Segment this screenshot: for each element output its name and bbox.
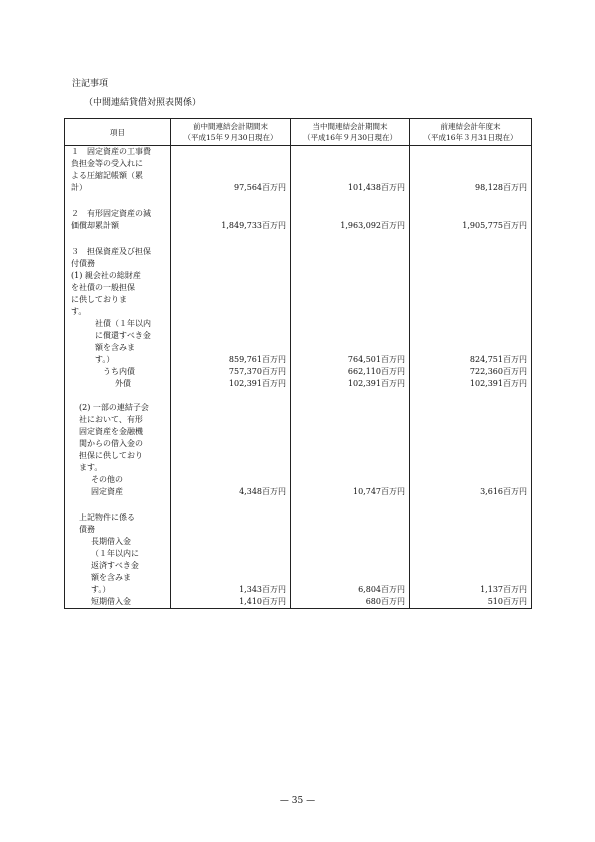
spacer-cell <box>65 498 171 512</box>
table-row <box>65 378 532 390</box>
value-prior-year: 824,751百万円 <box>410 318 532 366</box>
value-prior-interim: 4,348百万円 <box>171 474 291 498</box>
item-label-line: 短期借入金 <box>91 597 131 606</box>
row-item-label <box>65 596 171 609</box>
item-label-line: 外債 <box>115 379 131 388</box>
item-label-line: ます。 <box>79 463 103 472</box>
column-header-line: 当中間連結会計期間末 <box>312 122 388 131</box>
value-prior-year <box>410 512 532 536</box>
column-header-date: （平成16年９月30日現在） <box>302 133 398 142</box>
table-row <box>65 512 532 536</box>
balance-sheet-notes-table <box>64 118 532 609</box>
table-row <box>65 208 532 232</box>
value-current-interim: 764,501百万円 <box>291 318 410 366</box>
item-label-line: 社債（１年以内 <box>95 319 151 328</box>
value-prior-year: 510百万円 <box>410 596 532 609</box>
table-row <box>65 318 532 366</box>
column-header-current-interim <box>291 119 410 146</box>
value-current-interim: 6,804百万円 <box>291 536 410 596</box>
table-body <box>65 146 532 609</box>
value-prior-interim <box>171 402 291 474</box>
item-label-line: よる圧縮記帳額（累 <box>71 171 143 180</box>
item-label-line: 額を含みま <box>91 573 131 582</box>
row-item-label <box>65 378 171 390</box>
item-label-line: 社において、有形 <box>79 415 143 424</box>
row-item-label <box>65 512 171 536</box>
table-row <box>65 246 532 318</box>
row-item-label <box>65 146 171 195</box>
item-label-line: ２ 有形固定資産の減 <box>71 209 151 218</box>
value-current-interim: 1,963,092百万円 <box>291 208 410 232</box>
table-row <box>65 474 532 498</box>
row-item-label <box>65 474 171 498</box>
item-label-line: (2) 一部の連結子会 <box>79 403 149 412</box>
table-row <box>65 536 532 596</box>
column-header-date: （平成15年９月30日現在） <box>183 133 278 142</box>
row-item-label <box>65 246 171 318</box>
row-item-label <box>65 536 171 596</box>
table-row <box>65 402 532 474</box>
spacer-cell <box>291 498 410 512</box>
value-prior-interim: 757,370百万円 <box>171 366 291 378</box>
value-prior-interim: 1,410百万円 <box>171 596 291 609</box>
item-label-line: 額を含みま <box>95 343 135 352</box>
spacer-cell <box>65 390 171 402</box>
spacer-cell <box>410 194 532 208</box>
item-label-line: 計） <box>71 183 87 192</box>
item-label-line: 担保に供しており <box>79 451 143 460</box>
value-prior-year <box>410 246 532 318</box>
value-prior-interim: 102,391百万円 <box>171 378 291 390</box>
value-prior-year: 1,137百万円 <box>410 536 532 596</box>
item-label-line: (1) 親会社の総財産 <box>71 271 141 280</box>
column-header-prior-interim <box>171 119 291 146</box>
spacer-row <box>65 194 532 208</box>
item-label-line: （１年以内に <box>91 549 139 558</box>
value-prior-interim <box>171 512 291 536</box>
value-current-interim <box>291 402 410 474</box>
spacer-cell <box>291 232 410 246</box>
value-current-interim: 10,747百万円 <box>291 474 410 498</box>
value-prior-year: 102,391百万円 <box>410 378 532 390</box>
section-subheading: （中間連結貸借対照表関係） <box>84 98 202 108</box>
value-prior-year: 1,905,775百万円 <box>410 208 532 232</box>
column-header-line: 項目 <box>110 127 125 137</box>
column-header-date: （平成16年３月31日現在） <box>423 133 518 142</box>
column-header-line: 前連結会計年度末 <box>440 122 501 131</box>
spacer-row <box>65 390 532 402</box>
value-prior-interim: 97,564百万円 <box>171 146 291 195</box>
spacer-row <box>65 232 532 246</box>
item-label-line: に償還すべき金 <box>95 331 151 340</box>
spacer-cell <box>65 232 171 246</box>
table-row <box>65 596 532 609</box>
value-prior-year: 722,360百万円 <box>410 366 532 378</box>
row-item-label <box>65 318 171 366</box>
table-row <box>65 146 532 195</box>
row-item-label <box>65 402 171 474</box>
item-label-line: 価償却累計額 <box>71 221 119 230</box>
table-row <box>65 366 532 378</box>
item-label-line: を社債の一般担保 <box>71 283 135 292</box>
value-current-interim: 101,438百万円 <box>291 146 410 195</box>
page-number: — 35 — <box>279 796 316 806</box>
column-header-item <box>65 119 171 146</box>
item-label-line: 返済すべき金 <box>91 561 139 570</box>
item-label-line: ３ 担保資産及び担保 <box>71 247 151 256</box>
item-label-line: その他の <box>91 475 123 484</box>
spacer-row <box>65 498 532 512</box>
spacer-cell <box>410 498 532 512</box>
spacer-cell <box>171 194 291 208</box>
spacer-cell <box>410 232 532 246</box>
spacer-cell <box>171 498 291 512</box>
spacer-cell <box>291 390 410 402</box>
value-prior-year: 3,616百万円 <box>410 474 532 498</box>
item-label-line: 固定資産 <box>91 487 123 496</box>
item-label-line: 関からの借入金の <box>79 439 143 448</box>
item-label-line: 固定資産を金融機 <box>79 427 143 436</box>
item-label-line: 負担金等の受入れに <box>71 159 143 168</box>
item-label-line: す。） <box>91 585 111 594</box>
section-heading: 注記事項 <box>72 79 109 89</box>
item-label-line: す。 <box>71 307 87 316</box>
item-label-line: 付債務 <box>71 259 95 268</box>
item-label-line: す。） <box>95 355 115 364</box>
spacer-cell <box>410 390 532 402</box>
value-current-interim: 102,391百万円 <box>291 378 410 390</box>
item-label-line: に供しておりま <box>71 295 127 304</box>
value-prior-interim: 859,761百万円 <box>171 318 291 366</box>
value-current-interim <box>291 246 410 318</box>
spacer-cell <box>171 232 291 246</box>
row-item-label <box>65 366 171 378</box>
column-header-prior-year <box>410 119 532 146</box>
value-prior-interim: 1,849,733百万円 <box>171 208 291 232</box>
column-header-line: 前中間連結会計期間末 <box>193 122 268 131</box>
value-current-interim: 680百万円 <box>291 596 410 609</box>
value-prior-interim <box>171 246 291 318</box>
item-label-line: １ 固定資産の工事費 <box>71 147 151 156</box>
spacer-cell <box>291 194 410 208</box>
item-label-line: うち内債 <box>103 367 135 376</box>
item-label-line: 債務 <box>79 525 95 534</box>
item-label-line: 長期借入金 <box>91 537 131 546</box>
value-prior-year <box>410 402 532 474</box>
table-header-row <box>65 119 532 146</box>
spacer-cell <box>171 390 291 402</box>
row-item-label <box>65 208 171 232</box>
item-label-line: 上記物件に係る <box>79 513 135 522</box>
value-prior-interim: 1,343百万円 <box>171 536 291 596</box>
value-current-interim <box>291 512 410 536</box>
value-prior-year: 98,128百万円 <box>410 146 532 195</box>
spacer-cell <box>65 194 171 208</box>
value-current-interim: 662,110百万円 <box>291 366 410 378</box>
